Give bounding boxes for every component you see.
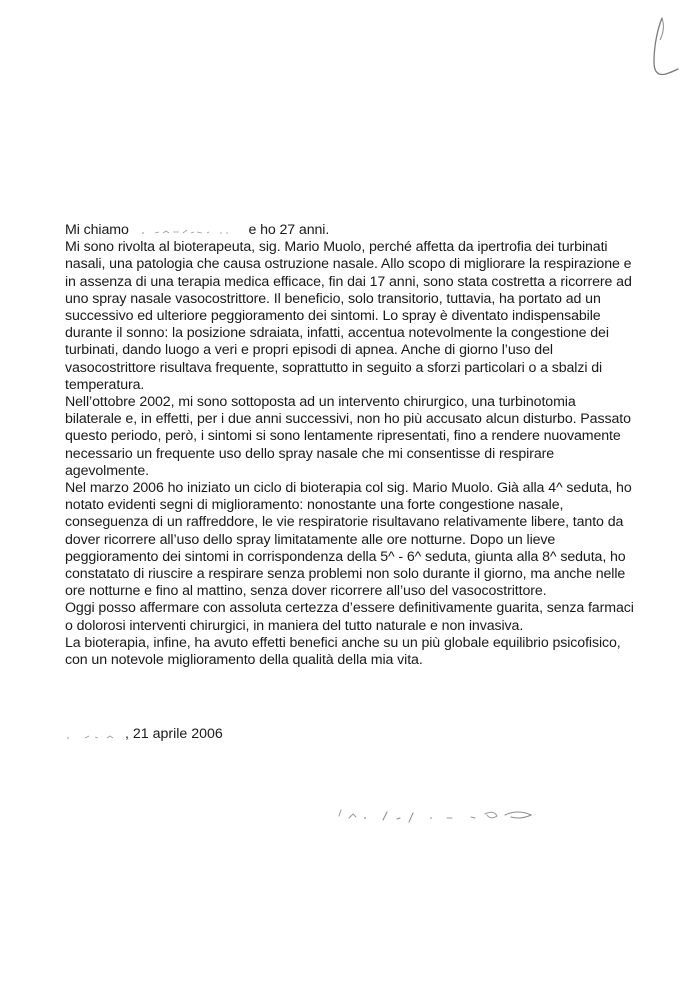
paragraph-guarita: Oggi posso affermare con assoluta certezza d’essere definitivamente guarita, senza farmaci o dolorosi interventi chirurgici, in maniera del tutto naturale e non invasiva. — [65, 600, 634, 634]
intro-before-name: Mi chiamo — [65, 222, 129, 238]
paragraph-symptoms: Mi sono rivolta al bioterapeuta, sig. Mario Muolo, perché affetta da ipertrofia dei turbinati nasali, una patologia che causa ostruzione nasale. Allo scopo di migliorare la respirazione e in assenza di una terapia medica efficace, fin dai 17 anni, sono stata costretta a ricorrere ad uno spray nasale vasocostrittore. Il beneficio, solo transitorio, tuttavia, ha portato ad un successivo ed ulteriore peggioramento dei sintomi. Lo spray è diventato indispensabile durante il sonno: la posizione sdraiata, infatti, accentua notevolmente la congestione dei turbinati, dando luogo a veri e propri episodi di apnea. Anche di giorno l’uso del vasocostrittore risultava frequente, soprattutto in seguito a sforzi particolari o a sbalzi di temperatura. — [65, 239, 632, 393]
intro-after-name: e ho 27 anni. — [248, 222, 330, 238]
paragraph-equilibrio: La bioterapia, infine, ha avuto effetti benefici anche su un più globale equilibrio psicofisico, con un notevole miglioramento della qualità della mia vita. — [65, 634, 621, 669]
paragraph-surgery: Nell’ottobre 2002, mi sono sottoposta ad un intervento chirurgico, una turbinotomia bilaterale e, in effetti, per i due anni successivi, non ho più accusato alcun disturbo. Passato questo periodo, però, i sintomi si sono lentamente ripresentati, fino a rendere nuovamente necessario un frequente uso dello spray nasale che mi consentisse di respirare agevolmente. — [65, 394, 631, 479]
handwritten-page-mark — [640, 14, 680, 84]
signature — [335, 800, 545, 830]
redacted-place — [65, 728, 125, 740]
letter-body — [65, 222, 635, 669]
place-date-line — [65, 726, 223, 743]
redacted-name — [133, 224, 245, 236]
paragraph-bioterapia: Nel marzo 2006 ho iniziato un ciclo di bioterapia col sig. Mario Muolo. Già alla 4^ seduta, ho notato evidenti segni di miglioramento: nonostante una forte congestione nasale, conseguenza di un raffreddore, le vie respiratorie risultavano relativamente libere, tanto da dover ricorrere all’uso dello spray limitatamente alle ore notturne. Dopo un lieve peggioramento dei sintomi in corrispondenza della 5^ - 6^ seduta, giunta alla 8^ seduta, ho constatato di riuscire a respirare senza problemi non solo durante il giorno, ma anche nelle ore notturne e fino al mattino, senza dover ricorrere all’uso del vasocostrittore. — [65, 480, 632, 600]
letter-date: , 21 aprile 2006 — [125, 726, 223, 742]
intro-line — [65, 222, 635, 239]
